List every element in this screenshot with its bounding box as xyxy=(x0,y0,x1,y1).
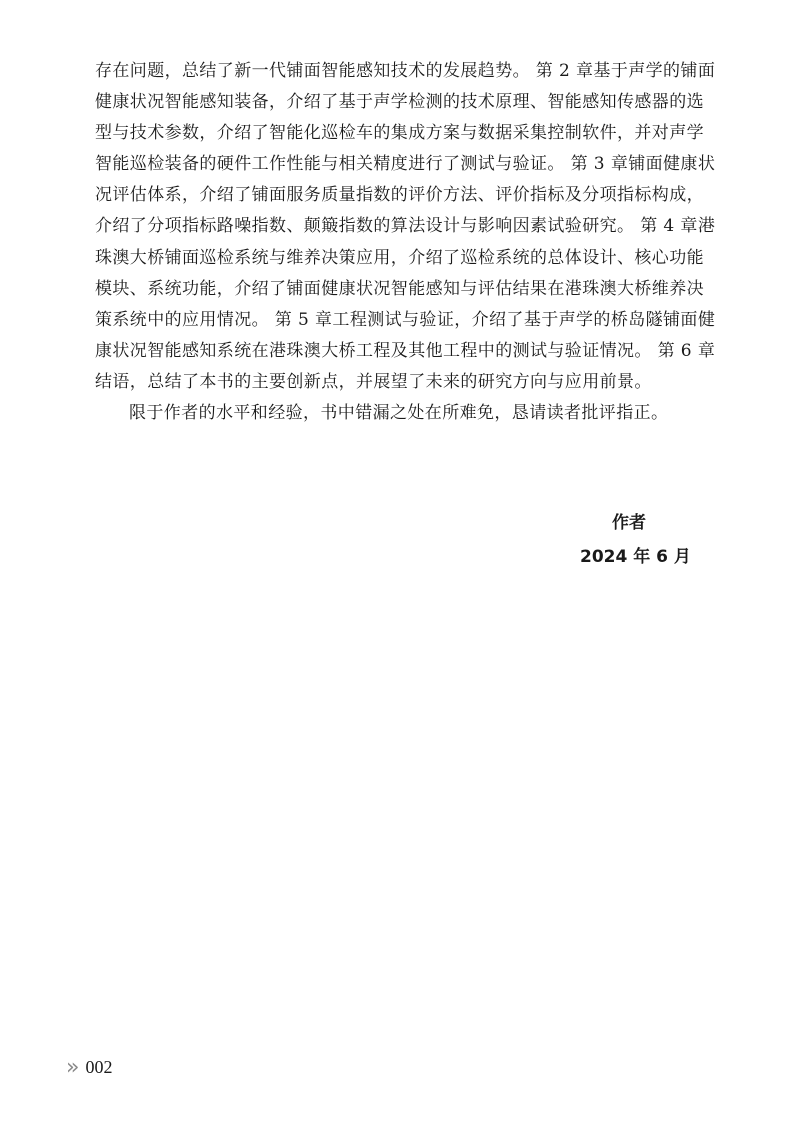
text-line: 结语，总结了本书的主要创新点，并展望了未来的研究方向与应用前景。 xyxy=(95,371,652,392)
paragraph-disclaimer xyxy=(95,398,695,429)
signature-date: 2024 年 6 月 xyxy=(580,547,691,567)
text-line: 健康状况智能感知装备，介绍了基于声学检测的技术原理、智能感知传感器的选 xyxy=(95,92,704,113)
double-chevron-right-icon: » xyxy=(66,1055,76,1080)
text-line: 珠澳大桥铺面巡检系统与维养决策应用，介绍了巡检系统的总体设计、核心功能 xyxy=(95,247,704,268)
text-line: 型与技术参数，介绍了智能化巡检车的集成方案与数据采集控制软件，并对声学 xyxy=(95,123,704,144)
body-text xyxy=(95,56,716,429)
page-footer xyxy=(66,1055,112,1080)
text-line: 介绍了分项指标路噪指数、颠簸指数的算法设计与影响因素试验研究。 第 4 章港 xyxy=(95,216,716,237)
page-number: 002 xyxy=(85,1057,113,1077)
paragraph-chapter-summary xyxy=(95,56,716,398)
text-line: 况评估体系，介绍了铺面服务质量指数的评价方法、评价指标及分项指标构成， xyxy=(95,185,704,206)
text-line: 限于作者的水平和经验，书中错漏之处在所难免，恳请读者批评指正。 xyxy=(129,403,669,424)
text-line: 智能巡检装备的硬件工作性能与相关精度进行了测试与验证。 第 3 章铺面健康状 xyxy=(95,154,716,175)
text-line: 策系统中的应用情况。 第 5 章工程测试与验证，介绍了基于声学的桥岛隧铺面健 xyxy=(95,309,716,330)
signature-author: 作者 xyxy=(612,513,646,533)
text-line: 模块、系统功能，介绍了铺面健康状况智能感知与评估结果在港珠澳大桥维养决 xyxy=(95,278,704,299)
text-line: 康状况智能感知系统在港珠澳大桥工程及其他工程中的测试与验证情况。 第 6 章 xyxy=(95,340,716,361)
text-line: 存在问题，总结了新一代铺面智能感知技术的发展趋势。 第 2 章基于声学的铺面 xyxy=(95,61,716,81)
